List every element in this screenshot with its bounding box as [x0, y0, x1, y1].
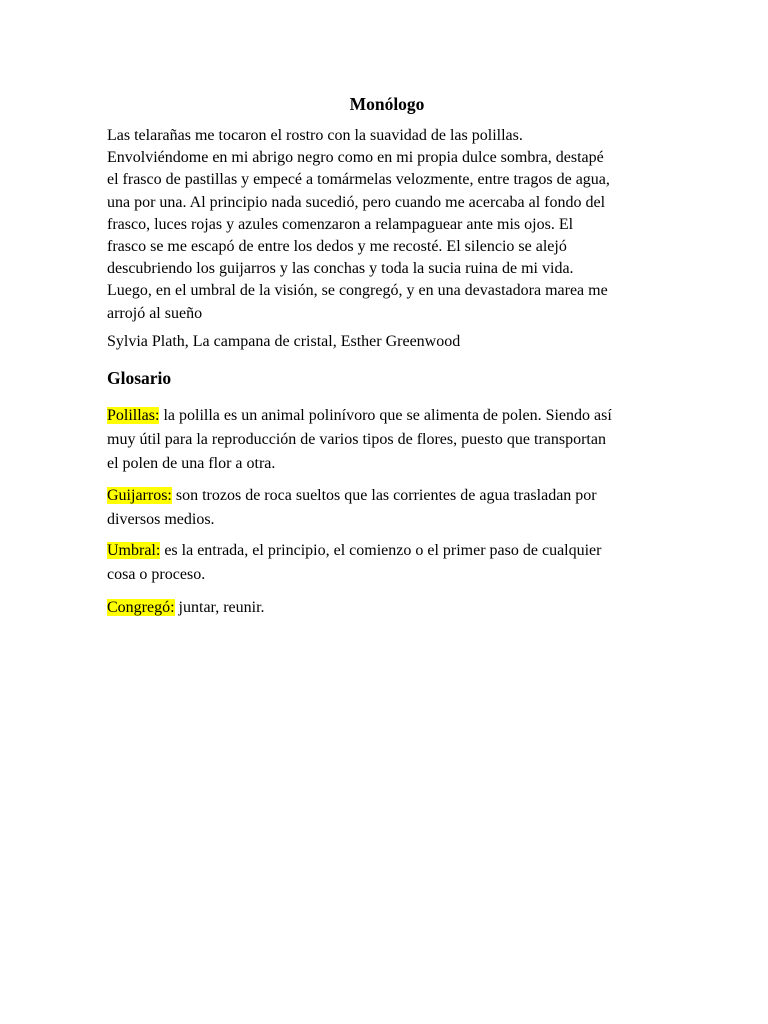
paragraph-line: arrojó al sueño — [107, 304, 203, 322]
paragraph-line: el frasco de pastillas y empecé a tomármelas velozmente, entre tragos de agua, — [107, 171, 610, 189]
document-page — [107, 93, 667, 620]
glossary-entry-line — [107, 596, 667, 620]
glossary-definition-line: el polen de una flor a otra. — [107, 454, 276, 472]
glossary-entry-guijarros — [107, 484, 667, 532]
glossary-term-highlight: Guijarros: — [107, 486, 172, 504]
paragraph-line: una por una. Al principio nada sucedió, pero cuando me acercaba al fondo del — [107, 193, 606, 211]
glossary-definition: juntar, reunir. — [174, 598, 265, 616]
paragraph-line: Luego, en el umbral de la visión, se congregó, y en una devastadora marea me — [107, 282, 608, 300]
glossary-definition: son trozos de roca sueltos que las corrientes de agua trasladan por — [171, 486, 597, 504]
glossary-definition-line: cosa o proceso. — [107, 565, 206, 583]
citation: Sylvia Plath, La campana de cristal, Esther Greenwood — [107, 332, 461, 350]
glossary-term-highlight: Polillas: — [107, 406, 160, 424]
glossary-definition: es la entrada, el principio, el comienzo o el primer paso de cualquier — [160, 541, 602, 559]
glossary-entry-line — [107, 539, 667, 563]
glossary-term-highlight: Congregó: — [107, 598, 175, 616]
glossary-definition-line: muy útil para la reproducción de varios tipos de flores, puesto que transportan — [107, 430, 606, 448]
paragraph-line: frasco, luces rojas y azules comenzaron a relampaguear ante mis ojos. El — [107, 215, 574, 233]
paragraph-line: Envolviéndome en mi abrigo negro como en mi propia dulce sombra, destapé — [107, 149, 604, 167]
paragraph-line: frasco se me escapó de entre los dedos y me recosté. El silencio se alejó — [107, 238, 567, 256]
glossary-entry-line — [107, 484, 667, 508]
glossary-entry-congrego — [107, 596, 667, 620]
glossary-entry-line — [107, 404, 667, 428]
document-title: Monólogo — [349, 94, 425, 114]
glossary-term-highlight: Umbral: — [107, 541, 161, 559]
glossary-heading: Glosario — [107, 367, 172, 388]
glossary-definition-line: diversos medios. — [107, 510, 215, 528]
glossary-entry-polillas — [107, 404, 667, 476]
paragraph-line: descubriendo los guijarros y las conchas y toda la sucia ruina de mi vida. — [107, 260, 574, 278]
monologue-paragraph — [107, 125, 667, 325]
glossary-entry-umbral — [107, 539, 667, 587]
paragraph-line: Las telarañas me tocaron el rostro con la suavidad de las polillas. — [107, 127, 523, 144]
glossary-definition: la polilla es un animal polinívoro que se alimenta de polen. Siendo así — [159, 406, 612, 424]
